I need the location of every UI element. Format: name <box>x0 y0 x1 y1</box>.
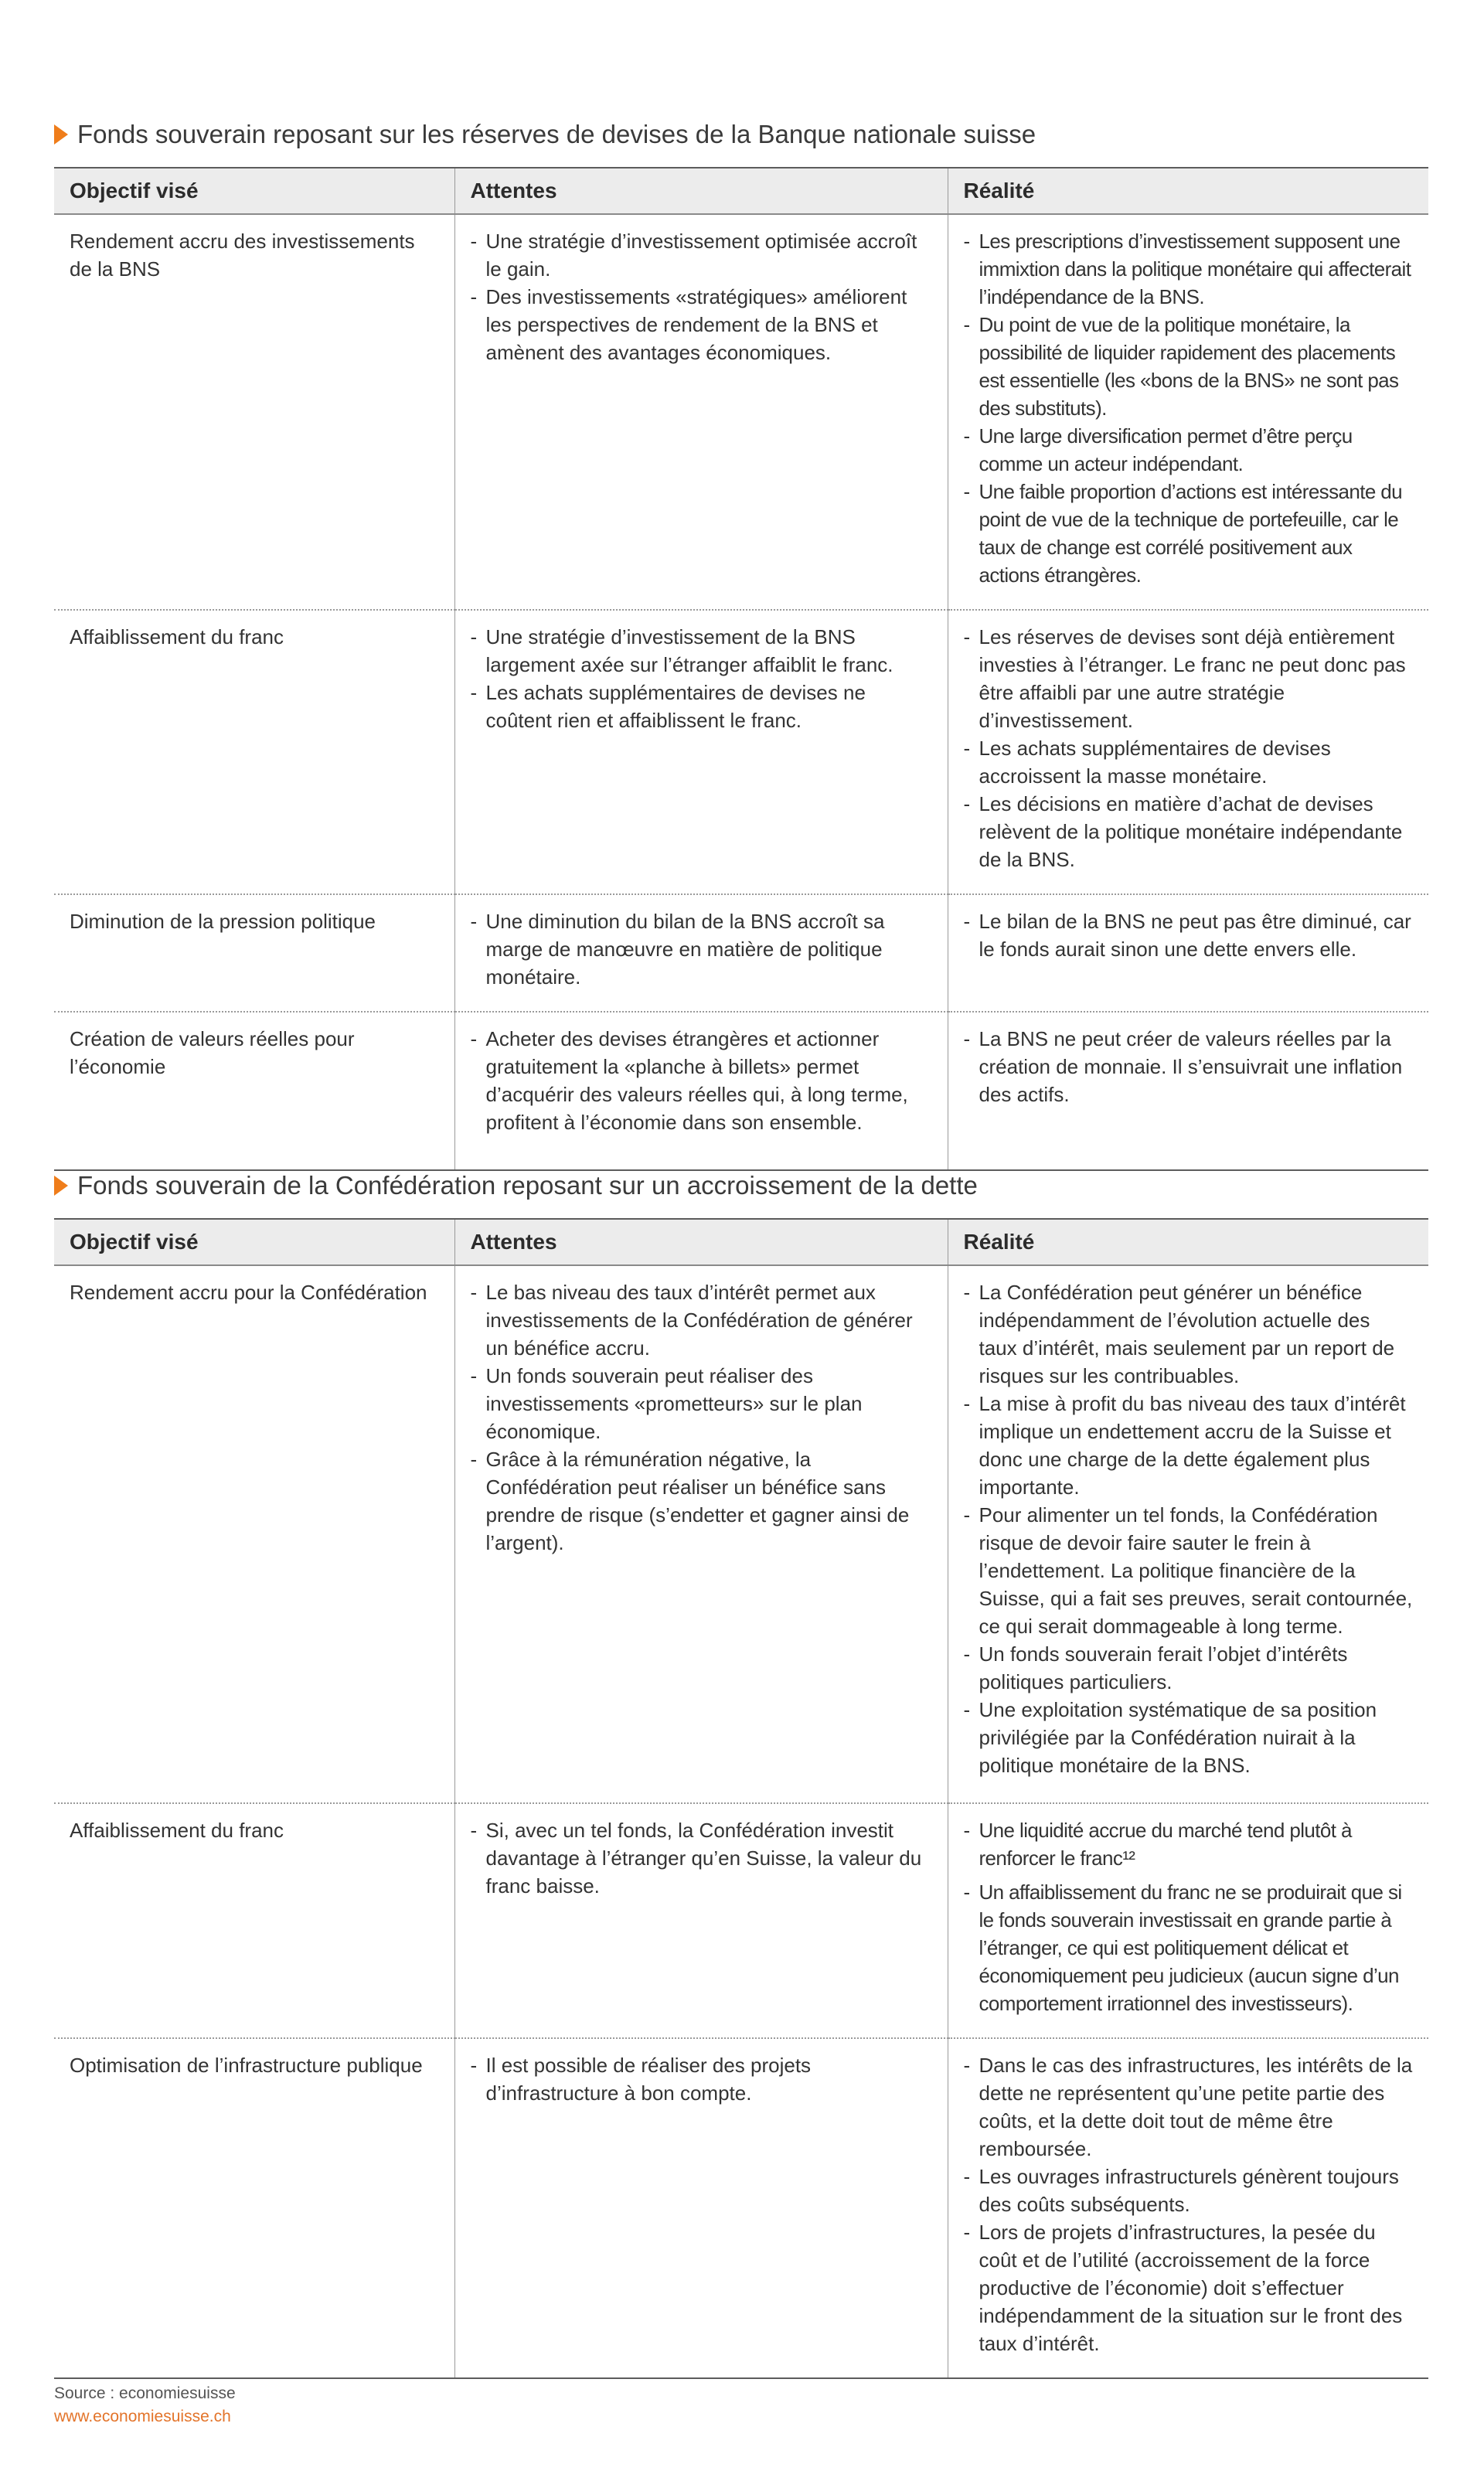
table-row <box>54 2038 1428 2378</box>
reality-cell <box>948 1012 1428 1170</box>
section-snb-fund <box>54 117 1428 1171</box>
expectations-cell <box>454 1265 948 1803</box>
list-item: - Une diminution du bilan de la BNS accroît sa marge de manœuvre en matière de politique monétaire. <box>471 907 932 991</box>
objective-cell: Rendement accru pour la Confédération <box>70 1281 427 1304</box>
header-reality: Réalité <box>948 168 1428 214</box>
table-row <box>54 1265 1428 1803</box>
section-title <box>54 117 1428 151</box>
list-item: - Les achats supplémentaires de devises ne coûtent rien et affaiblissent le franc. <box>471 679 932 734</box>
list-item: - La Confédération peut générer un bénéfice indépendamment de l’évolution actuelle des taux d’intérêt, mais seulement par un report de risques sur les contribuables. <box>964 1278 1414 1390</box>
list-item: - La mise à profit du bas niveau des taux d’intérêt implique un endettement accru de la Suisse et donc une charge de la dette également plus importante. <box>964 1390 1414 1501</box>
website-link[interactable]: www.economiesuisse.ch <box>54 2408 231 2425</box>
list-item: - Des investissements «stratégiques» améliorent les perspectives de rendement de la BNS et amènent des avantages économiques. <box>471 283 932 366</box>
header-expectations: Attentes <box>454 1219 948 1265</box>
objective-cell: Rendement accru des investissements de la BNS <box>70 230 415 281</box>
comparison-table <box>54 1218 1428 2379</box>
list-item: - Il est possible de réaliser des projets d’infrastructure à bon compte. <box>471 2051 932 2107</box>
section-title-text: Fonds souverain de la Confédération reposant sur un accroissement de la dette <box>77 1171 978 1200</box>
section-confederation-fund <box>54 1169 1428 2379</box>
header-objective: Objectif visé <box>54 168 454 214</box>
header-reality: Réalité <box>948 1219 1428 1265</box>
source-note: Source : economiesuisse <box>54 2384 236 2402</box>
reality-cell <box>948 610 1428 894</box>
table-row <box>54 1803 1428 2038</box>
list-item: - Du point de vue de la politique monétaire, la possibilité de liquider rapidement des placements est essentielle (les «bons de la BNS» ne sont pas des substituts). <box>964 311 1414 422</box>
expectations-cell <box>454 1803 948 2038</box>
list-item: - Les réserves de devises sont déjà entièrement investies à l’étranger. Le franc ne peut donc pas être affaibli par une autre stratégie d’investissement. <box>964 623 1414 734</box>
objective-cell: Optimisation de l’infrastructure publique <box>54 2038 454 2378</box>
list-item: - Les achats supplémentaires de devises accroissent la masse monétaire. <box>964 734 1414 790</box>
table-row <box>54 1012 1428 1170</box>
comparison-table <box>54 167 1428 1171</box>
list-item: - Dans le cas des infrastructures, les intérêts de la dette ne représentent qu’une petite partie des coûts, et la dette doit tout de même être remboursée. <box>964 2051 1414 2163</box>
list-item: - Une faible proportion d’actions est intéressante du point de vue de la technique de portefeuille, car le taux de change est corrélé positivement aux actions étrangères. <box>964 478 1414 589</box>
list-item: - La BNS ne peut créer de valeurs réelles par la création de monnaie. Il s’ensuivrait une inflation des actifs. <box>964 1025 1414 1108</box>
expectations-cell <box>454 894 948 1012</box>
list-item: - Un affaiblissement du franc ne se produirait que si le fonds souverain investissait en grande partie à l’étranger, ce qui est politiquement délicat et économiquement peu judicieux (aucun signe d’un comportement irrationnel des investisseurs). <box>964 1878 1414 2017</box>
arrow-right-icon <box>54 124 68 145</box>
table-row <box>54 894 1428 1012</box>
list-item: - Les décisions en matière d’achat de devises relèvent de la politique monétaire indépendante de la BNS. <box>964 790 1414 873</box>
list-item: - Lors de projets d’infrastructures, la pesée du coût et de l’utilité (accroissement de la force productive de l’économie) doit s’effectuer indépendamment de la situation sur le front des taux d’intérêt. <box>964 2218 1414 2357</box>
reality-cell <box>948 214 1428 610</box>
list-item: - Pour alimenter un tel fonds, la Confédération risque de devoir faire sauter le frein à l’endettement. La politique financière de la Suisse, qui a fait ses preuves, serait contournée, ce qui serait dommageable à long terme. <box>964 1501 1414 1640</box>
table-header-row <box>54 1219 1428 1265</box>
reality-cell <box>948 2038 1428 2378</box>
header-objective: Objectif visé <box>54 1219 454 1265</box>
expectations-cell <box>454 2038 948 2378</box>
list-item: - Une exploitation systématique de sa position privilégiée par la Confédération nuirait à la politique monétaire de la BNS. <box>964 1696 1414 1779</box>
objective-cell: Création de valeurs réelles pour l’économie <box>54 1012 454 1170</box>
expectations-cell <box>454 610 948 894</box>
list-item: - Un fonds souverain ferait l’objet d’intérêts politiques particuliers. <box>964 1640 1414 1696</box>
footer <box>54 2382 236 2428</box>
section-title <box>54 1169 1428 1203</box>
expectations-cell <box>454 214 948 610</box>
list-item: - Le bas niveau des taux d’intérêt permet aux investissements de la Confédération de générer un bénéfice accru. <box>471 1278 932 1362</box>
list-item: - Une stratégie d’investissement de la BNS largement axée sur l’étranger affaiblit le franc. <box>471 623 932 679</box>
list-item: - Un fonds souverain peut réaliser des investissements «prometteurs» sur le plan économique. <box>471 1362 932 1445</box>
table-header-row <box>54 168 1428 214</box>
list-item: - Une liquidité accrue du marché tend plutôt à renforcer le franc¹² <box>964 1816 1414 1872</box>
reality-cell <box>948 894 1428 1012</box>
objective-cell: Affaiblissement du franc <box>54 610 454 894</box>
list-item: - Une stratégie d’investissement optimisée accroît le gain. <box>471 227 932 283</box>
arrow-right-icon <box>54 1176 68 1196</box>
expectations-cell <box>454 1012 948 1170</box>
list-item: - Grâce à la rémunération négative, la Confédération peut réaliser un bénéfice sans prendre de risque (s’endetter et gagner ainsi de l’argent). <box>471 1445 932 1557</box>
list-item: - Si, avec un tel fonds, la Confédération investit davantage à l’étranger qu’en Suisse, la valeur du franc baisse. <box>471 1816 932 1900</box>
reality-cell <box>948 1803 1428 2038</box>
list-item: - Les prescriptions d’investissement supposent une immixtion dans la politique monétaire qui affecterait l’indépendance de la BNS. <box>964 227 1414 311</box>
list-item: - Une large diversification permet d’être perçu comme un acteur indépendant. <box>964 422 1414 478</box>
section-title-text: Fonds souverain reposant sur les réserves de devises de la Banque nationale suisse <box>77 120 1036 148</box>
list-item: - Acheter des devises étrangères et actionner gratuitement la «planche à billets» permet d’acquérir des valeurs réelles qui, à long terme, profitent à l’économie dans son ensemble. <box>471 1025 932 1136</box>
reality-cell <box>948 1265 1428 1803</box>
table-row <box>54 610 1428 894</box>
objective-cell: Affaiblissement du franc <box>54 1803 454 2038</box>
list-item: - Les ouvrages infrastructurels génèrent toujours des coûts subséquents. <box>964 2163 1414 2218</box>
list-item: - Le bilan de la BNS ne peut pas être diminué, car le fonds aurait sinon une dette envers elle. <box>964 907 1414 963</box>
header-expectations: Attentes <box>454 168 948 214</box>
objective-cell: Diminution de la pression politique <box>54 894 454 1012</box>
table-row <box>54 214 1428 610</box>
